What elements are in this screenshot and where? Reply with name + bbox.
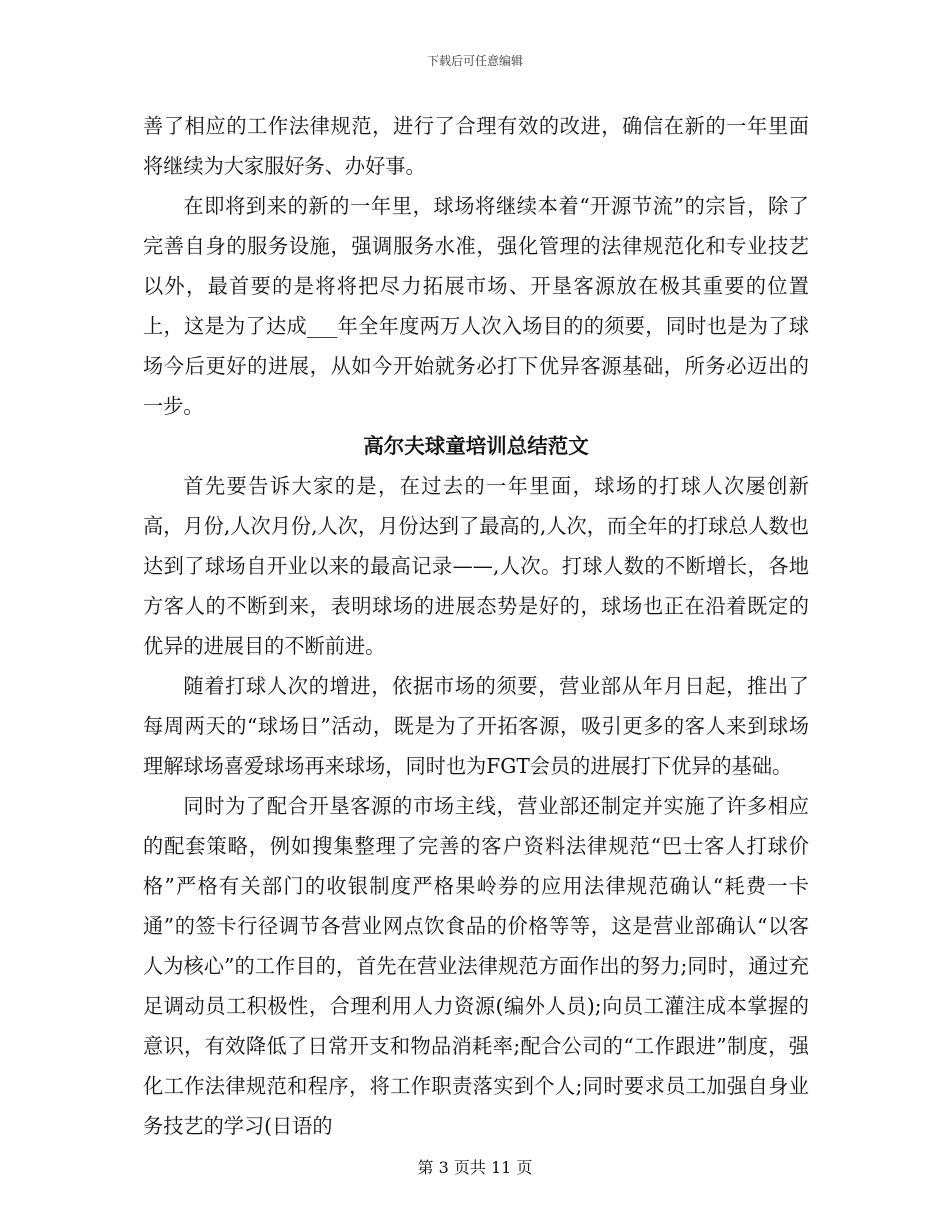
paragraph-new-year-plan: 在即将到来的新的一年里，球场将继续本着“开源节流”的宗旨，除了完善自身的服务设施，强调服务水准，强化管理的法律规范化和专业技艺以外，最首要的是将将把尽力拓展市场、开垦客源放在极其重要的位置上，这是为了达成___年全年度两万人次入场目的的须要，同时也是为了球场今后更好的进展，从如今开始就务必打下优异客源基础，所务必迈出的一步。 [143,194,809,418]
paragraph-continuation: 善了相应的工作法律规范，进行了合理有效的改进，确信在新的一年里面将继续为大家服好务、办好事。 [143,114,809,178]
paragraph-measures: 同时为了配合开垦客源的市场主线，营业部还制定并实施了许多相应的配套策略，例如搜集整理了完善的客户资料法律规范“巴士客人打球价格”严格有关部门的收银制度严格果岭券的应用法律规范确认“耗费一卡通”的签卡行径调节各营业网点饮食品的价格等等，这是营业部确认“以客人为核心”的工作目的，首先在营业法律规范方面作出的努力;同时，通过充足调动员工积极性，合理利用人力资源(编外人员);向员工灌注成本掌握的意识，有效降低了日常开支和物品消耗率;配合公司的“工作跟进”制度，强化工作法律规范和程序，将工作职责落实到个人;同时要求员工加强自身业务技艺的学习(日语的 [143,794,809,1138]
page-header-note: 下载后可任意编辑 [426,54,523,68]
document-body [143,106,809,1146]
page-number-footer: 第 3 页共 11 页 [417,1158,533,1177]
section-title: 高尔夫球童培训总结范文 [363,434,589,458]
paragraph-visitor-stats: 首先要告诉大家的是，在过去的一年里面，球场的打球人次屡创新高，月份,人次月份,人次，月份达到了最高的,人次，而全年的打球总人数也达到了球场自开业以来的最高记录——,人次。打球人数的不断增长，各地方客人的不断到来，表明球场的进展态势是好的，球场也正在沿着既定的优异的进展目的不断前进。 [143,474,809,658]
paragraph-course-day: 随着打球人次的增进，依据市场的须要，营业部从年月日起，推出了每周两天的“球场日”活动，既是为了开拓客源，吸引更多的客人来到球场理解球场喜爱球场再来球场，同时也为FGT会员的进展打下优异的基础。 [143,674,809,778]
